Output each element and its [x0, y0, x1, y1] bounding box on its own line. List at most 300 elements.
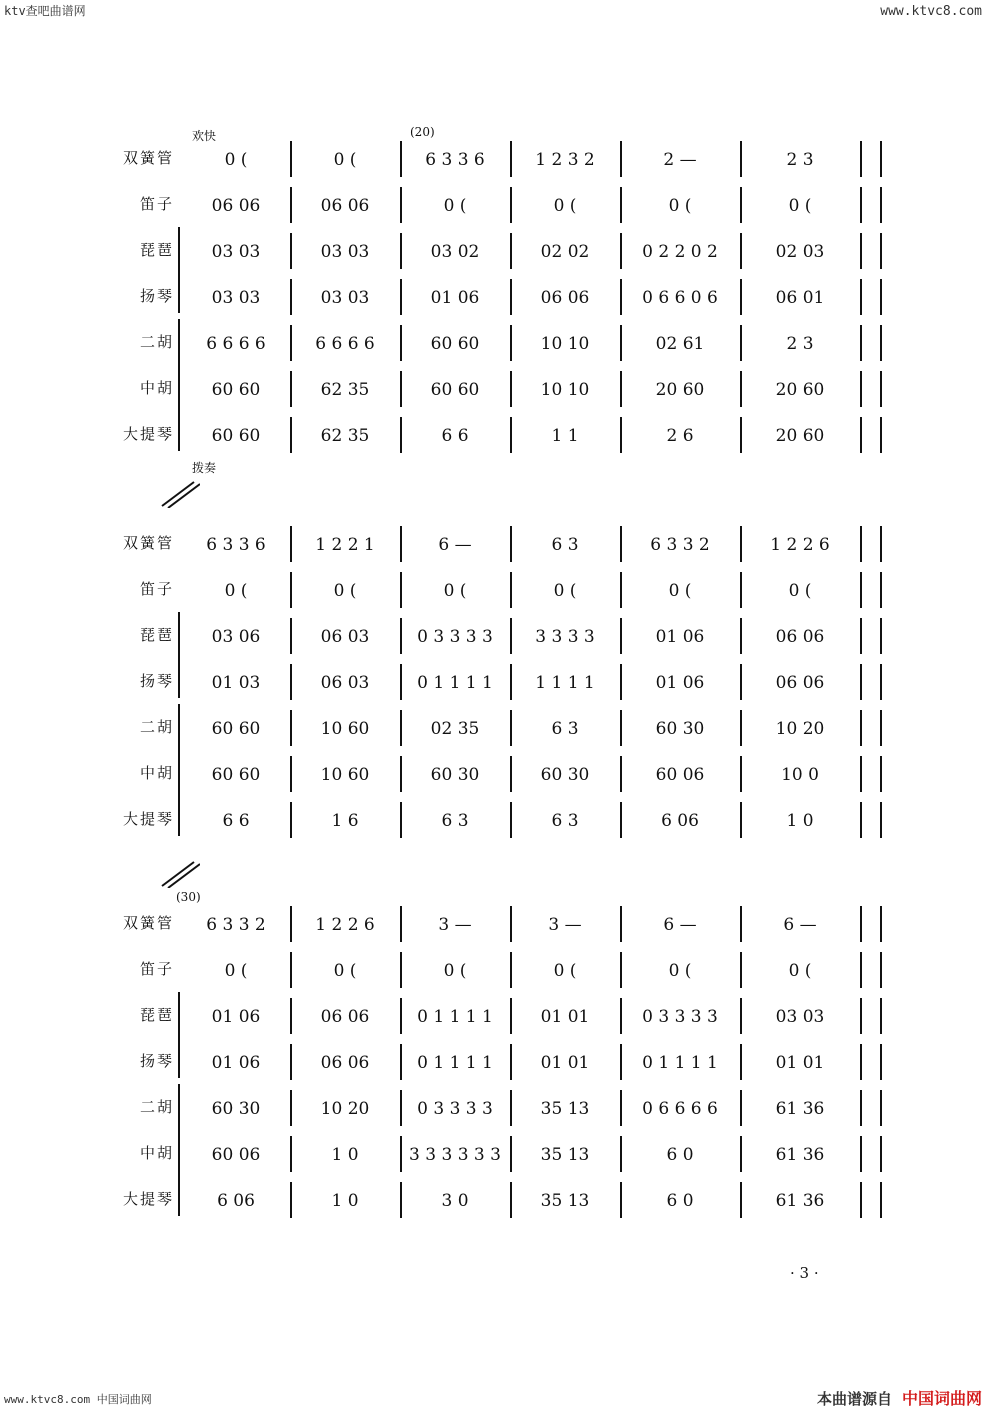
instrument-name: 琵琶	[139, 626, 174, 644]
instrument-name: 双簧管	[122, 534, 174, 552]
barline	[400, 572, 402, 608]
barline	[620, 417, 622, 453]
measure: 01 06	[655, 627, 705, 647]
measure: 06 06	[775, 673, 825, 693]
measure: 3 0	[441, 1191, 469, 1211]
barline	[290, 756, 292, 792]
measure: 01 01	[540, 1053, 590, 1073]
barline	[620, 710, 622, 746]
barline	[400, 417, 402, 453]
barline	[510, 233, 512, 269]
barline	[400, 233, 402, 269]
staff-row	[110, 662, 880, 704]
barline	[620, 371, 622, 407]
barline	[880, 802, 882, 838]
barline	[290, 371, 292, 407]
measure: 6 0	[666, 1145, 694, 1165]
measure: 20 60	[655, 380, 705, 400]
barline	[740, 233, 742, 269]
measure: 60 30	[540, 765, 590, 785]
barline	[740, 618, 742, 654]
barline	[860, 187, 862, 223]
barline	[620, 1182, 622, 1218]
measure: 60 60	[430, 334, 480, 354]
measure: 1 2 3 2	[535, 150, 595, 170]
measure: 0 2 2 0 2	[642, 242, 718, 262]
barline	[290, 710, 292, 746]
barline	[880, 187, 882, 223]
measure: 03 03	[211, 288, 261, 308]
barline	[620, 998, 622, 1034]
barline	[510, 952, 512, 988]
measure: 10 0	[781, 765, 819, 785]
barline	[290, 952, 292, 988]
instrument-name: 扬琴	[139, 672, 174, 690]
measure: 0 (	[333, 150, 357, 170]
barline	[400, 371, 402, 407]
instrument-name: 中胡	[139, 764, 174, 782]
barline	[400, 526, 402, 562]
measure: 02 02	[540, 242, 590, 262]
barline	[860, 1136, 862, 1172]
measure: 3 —	[548, 915, 582, 935]
barline	[880, 1090, 882, 1126]
barline	[400, 141, 402, 177]
measure: 6 6	[441, 426, 469, 446]
measure: 6 3 3 6	[425, 150, 485, 170]
measure: 0 1 1 1 1	[417, 1007, 493, 1027]
instrument-name: 琵琶	[139, 241, 174, 259]
measure: 0 (	[668, 196, 692, 216]
measure: 01 01	[540, 1007, 590, 1027]
measure: 2 6	[666, 426, 694, 446]
watermark-bottom-left: www.ktvc8.com 中国词曲网	[4, 1393, 152, 1406]
barline	[860, 371, 862, 407]
instrument-name: 二胡	[139, 1098, 174, 1116]
staff-row	[110, 708, 880, 750]
measure: 0 (	[788, 196, 812, 216]
measure: 0 (	[443, 961, 467, 981]
measure: 0 (	[668, 961, 692, 981]
barline	[620, 141, 622, 177]
measure: 60 60	[211, 765, 261, 785]
barline	[860, 572, 862, 608]
measure: 02 35	[430, 719, 480, 739]
barline	[620, 618, 622, 654]
barline	[880, 141, 882, 177]
barline	[740, 279, 742, 315]
barline	[880, 371, 882, 407]
staff-row	[110, 996, 880, 1038]
measure: 2 3	[786, 150, 814, 170]
score-system	[110, 510, 880, 842]
barline	[880, 1136, 882, 1172]
staff-row	[110, 754, 880, 796]
staff-row	[110, 800, 880, 842]
measure: 10 20	[775, 719, 825, 739]
barline	[510, 417, 512, 453]
system-separator	[160, 478, 200, 508]
system-separator	[160, 858, 200, 888]
staff-row	[110, 1180, 880, 1222]
measure: 62 35	[320, 380, 370, 400]
barline	[400, 1182, 402, 1218]
barline	[400, 952, 402, 988]
barline	[860, 1090, 862, 1126]
barline	[290, 279, 292, 315]
instrument-name: 笛子	[139, 960, 174, 978]
watermark-top-right: www.ktvc8.com	[880, 4, 982, 19]
barline	[510, 572, 512, 608]
barline	[740, 906, 742, 942]
staff-row	[110, 369, 880, 411]
page-number: · 3 ·	[790, 1264, 819, 1282]
rehearsal-mark: (30)	[176, 890, 201, 904]
barline	[740, 1044, 742, 1080]
barline	[740, 952, 742, 988]
barline	[880, 906, 882, 942]
tempo-marking: 欢快	[192, 129, 217, 143]
measure: 6 3	[441, 811, 469, 831]
measure: 03 06	[211, 627, 261, 647]
barline	[880, 572, 882, 608]
barline	[510, 279, 512, 315]
instrument-name: 双簧管	[122, 149, 174, 167]
measure: 6 0	[666, 1191, 694, 1211]
measure: 60 06	[211, 1145, 261, 1165]
measure: 0 (	[443, 581, 467, 601]
barline	[860, 417, 862, 453]
instrument-name: 中胡	[139, 1144, 174, 1162]
barline	[400, 664, 402, 700]
barline	[880, 756, 882, 792]
measure: 1 2 2 6	[770, 535, 830, 555]
measure: 06 03	[320, 627, 370, 647]
barline	[880, 998, 882, 1034]
measure: 0 (	[333, 581, 357, 601]
barline	[400, 710, 402, 746]
measure: 10 10	[540, 380, 590, 400]
barline	[620, 1136, 622, 1172]
barline	[860, 906, 862, 942]
measure: 06 03	[320, 673, 370, 693]
measure: 10 10	[540, 334, 590, 354]
measure: 60 30	[655, 719, 705, 739]
barline	[620, 572, 622, 608]
barline	[290, 141, 292, 177]
barline	[400, 756, 402, 792]
staff-row	[110, 950, 880, 992]
measure: 10 20	[320, 1099, 370, 1119]
measure: 2 —	[663, 150, 697, 170]
staff-row	[110, 323, 880, 365]
barline	[860, 618, 862, 654]
instrument-name: 笛子	[139, 195, 174, 213]
measure: 0 3 3 3 3	[417, 627, 493, 647]
barline	[620, 802, 622, 838]
staff-row	[110, 1088, 880, 1130]
barline	[620, 756, 622, 792]
barline	[740, 187, 742, 223]
barline	[290, 1182, 292, 1218]
barline	[620, 325, 622, 361]
measure: 03 03	[320, 288, 370, 308]
measure: 6 3	[551, 535, 579, 555]
barline	[400, 1090, 402, 1126]
measure: 01 06	[655, 673, 705, 693]
measure: 06 06	[320, 1007, 370, 1027]
barline	[620, 664, 622, 700]
barline	[290, 325, 292, 361]
measure: 35 13	[540, 1191, 590, 1211]
measure: 10 60	[320, 719, 370, 739]
measure: 1 0	[331, 1191, 359, 1211]
barline	[290, 1044, 292, 1080]
barline	[740, 572, 742, 608]
barline	[510, 187, 512, 223]
measure: 60 06	[655, 765, 705, 785]
staff-row	[110, 616, 880, 658]
measure: 35 13	[540, 1099, 590, 1119]
measure: 20 60	[775, 380, 825, 400]
measure: 03 03	[320, 242, 370, 262]
measure: 3 3 3 3	[535, 627, 595, 647]
barline	[880, 325, 882, 361]
barline	[290, 664, 292, 700]
measure: 0 3 3 3 3	[642, 1007, 718, 1027]
measure: 61 36	[775, 1145, 825, 1165]
barline	[740, 417, 742, 453]
measure: 0 (	[668, 581, 692, 601]
barline	[400, 325, 402, 361]
barline	[400, 279, 402, 315]
measure: 02 03	[775, 242, 825, 262]
measure: 60 60	[211, 380, 261, 400]
barline	[740, 1182, 742, 1218]
barline	[400, 1136, 402, 1172]
instrument-name: 大提琴	[122, 810, 174, 828]
barline	[740, 802, 742, 838]
barline	[510, 1136, 512, 1172]
barline	[620, 906, 622, 942]
barline	[860, 998, 862, 1034]
measure: 0 (	[553, 961, 577, 981]
barline	[860, 141, 862, 177]
measure: 01 06	[211, 1053, 261, 1073]
barline	[860, 1182, 862, 1218]
measure: 6 3	[551, 719, 579, 739]
measure: 6 —	[663, 915, 697, 935]
measure: 6 3 3 2	[206, 915, 266, 935]
measure: 1 2 2 6	[315, 915, 375, 935]
measure: 1 6	[331, 811, 359, 831]
instrument-name: 笛子	[139, 580, 174, 598]
barline	[290, 998, 292, 1034]
measure: 03 03	[775, 1007, 825, 1027]
barline	[740, 664, 742, 700]
staff-row	[110, 524, 880, 566]
barline	[740, 756, 742, 792]
measure: 06 06	[540, 288, 590, 308]
measure: 02 61	[655, 334, 705, 354]
measure: 0 (	[553, 196, 577, 216]
barline	[620, 1090, 622, 1126]
measure: 6 6	[222, 811, 250, 831]
barline	[290, 1090, 292, 1126]
measure: 1 1	[551, 426, 579, 446]
barline	[290, 187, 292, 223]
measure: 06 01	[775, 288, 825, 308]
instrument-name: 扬琴	[139, 287, 174, 305]
measure: 6 3 3 6	[206, 535, 266, 555]
staff-row	[110, 277, 880, 319]
barline	[860, 710, 862, 746]
barline	[290, 906, 292, 942]
barline	[400, 906, 402, 942]
measure: 60 60	[211, 426, 261, 446]
barline	[290, 417, 292, 453]
barline	[880, 1044, 882, 1080]
barline	[510, 1090, 512, 1126]
barline	[620, 952, 622, 988]
barline	[290, 233, 292, 269]
barline	[860, 325, 862, 361]
measure: 0 (	[333, 961, 357, 981]
measure: 06 06	[775, 627, 825, 647]
staff-row	[110, 415, 880, 457]
measure: 01 06	[211, 1007, 261, 1027]
barline	[880, 618, 882, 654]
measure: 6 06	[661, 811, 699, 831]
measure: 60 60	[211, 719, 261, 739]
measure: 1 0	[786, 811, 814, 831]
measure: 60 30	[211, 1099, 261, 1119]
barline	[510, 710, 512, 746]
staff-row	[110, 185, 880, 227]
barline	[620, 279, 622, 315]
measure: 01 06	[430, 288, 480, 308]
barline	[620, 526, 622, 562]
measure: 0 (	[224, 150, 248, 170]
barline	[510, 664, 512, 700]
barline	[880, 710, 882, 746]
measure: 01 01	[775, 1053, 825, 1073]
barline	[740, 998, 742, 1034]
staff-row	[110, 231, 880, 273]
barline	[510, 756, 512, 792]
measure: 0 6 6 6 6	[642, 1099, 718, 1119]
measure: 6 3 3 2	[650, 535, 710, 555]
staff-row	[110, 570, 880, 612]
measure: 6 —	[783, 915, 817, 935]
barline	[740, 1090, 742, 1126]
barline	[400, 187, 402, 223]
barline	[860, 756, 862, 792]
measure: 6 6 6 6	[315, 334, 375, 354]
measure: 3 3 3 3 3 3	[409, 1145, 501, 1165]
measure: 6 —	[438, 535, 472, 555]
barline	[740, 141, 742, 177]
measure: 0 (	[788, 961, 812, 981]
barline	[880, 417, 882, 453]
staff-row	[110, 1042, 880, 1084]
barline	[510, 1182, 512, 1218]
measure: 61 36	[775, 1099, 825, 1119]
measure: 03 02	[430, 242, 480, 262]
rehearsal-mark: (20)	[410, 125, 435, 139]
barline	[860, 664, 862, 700]
barline	[290, 802, 292, 838]
barline	[860, 1044, 862, 1080]
staff-row	[110, 1134, 880, 1176]
measure: 0 6 6 0 6	[642, 288, 718, 308]
measure: 10 60	[320, 765, 370, 785]
score-system	[110, 125, 880, 475]
barline	[510, 998, 512, 1034]
barline	[860, 233, 862, 269]
barline	[510, 618, 512, 654]
barline	[400, 1044, 402, 1080]
instrument-name: 琵琶	[139, 1006, 174, 1024]
barline	[510, 141, 512, 177]
score-system	[110, 890, 880, 1222]
barline	[620, 1044, 622, 1080]
barline	[880, 279, 882, 315]
measure: 62 35	[320, 426, 370, 446]
staff-row	[110, 904, 880, 946]
measure: 0 (	[788, 581, 812, 601]
measure: 0 (	[553, 581, 577, 601]
barline	[620, 187, 622, 223]
barline	[880, 526, 882, 562]
watermark-top-left: ktv查吧曲谱网	[4, 4, 86, 18]
barline	[880, 1182, 882, 1218]
barline	[400, 802, 402, 838]
measure: 35 13	[540, 1145, 590, 1165]
barline	[860, 279, 862, 315]
barline	[290, 526, 292, 562]
barline	[510, 906, 512, 942]
barline	[860, 526, 862, 562]
measure: 2 3	[786, 334, 814, 354]
instrument-name: 二胡	[139, 333, 174, 351]
measure: 0 1 1 1 1	[417, 673, 493, 693]
instrument-name: 中胡	[139, 379, 174, 397]
measure: 61 36	[775, 1191, 825, 1211]
barline	[880, 952, 882, 988]
measure: 0 1 1 1 1	[417, 1053, 493, 1073]
barline	[290, 1136, 292, 1172]
measure: 3 —	[438, 915, 472, 935]
barline	[510, 526, 512, 562]
barline	[510, 325, 512, 361]
measure: 1 0	[331, 1145, 359, 1165]
barline	[290, 572, 292, 608]
measure: 0 (	[443, 196, 467, 216]
barline	[880, 233, 882, 269]
staff-row	[110, 139, 880, 181]
measure: 06 06	[211, 196, 261, 216]
measure: 03 03	[211, 242, 261, 262]
measure: 6 06	[217, 1191, 255, 1211]
measure: 06 06	[320, 196, 370, 216]
barline	[740, 710, 742, 746]
measure: 20 60	[775, 426, 825, 446]
watermark-bottom-right	[817, 1386, 982, 1409]
measure: 60 30	[430, 765, 480, 785]
barline	[510, 802, 512, 838]
measure: 1 2 2 1	[315, 535, 375, 555]
